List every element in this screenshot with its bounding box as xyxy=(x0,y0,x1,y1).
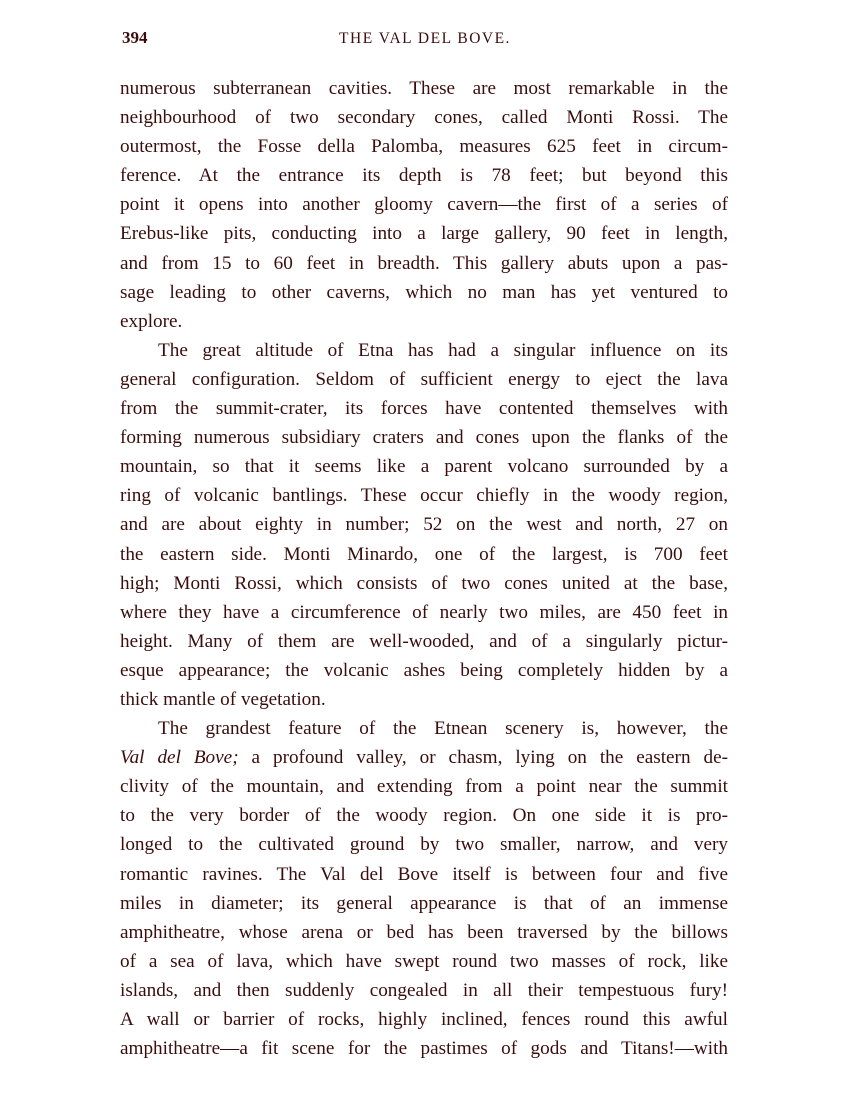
text-line: of a sea of lava, which have swept round two masses of rock, like xyxy=(120,950,728,972)
text-line: high; Monti Rossi, which consists of two cones united at the base, xyxy=(120,572,728,594)
text-line: mountain, so that it seems like a parent volcano surrounded by a xyxy=(120,456,728,478)
text-line: miles in diameter; its general appearance is that of an immense xyxy=(120,892,728,914)
page-number: 394 xyxy=(122,28,148,47)
text-line: A wall or barrier of rocks, highly inclined, fences round this awful xyxy=(120,1009,728,1030)
text-line: height. Many of them are well-wooded, and of a singularly pictur- xyxy=(120,630,728,652)
paragraph-first-line: The great altitude of Etna has had a singular influence on its xyxy=(158,339,728,361)
text-line: forming numerous subsidiary craters and cones upon the flanks of the xyxy=(120,427,728,449)
text-line: sage leading to other caverns, which no man has yet ventured to xyxy=(120,281,728,303)
text-line: point it opens into another gloomy cavern—the first of a series of xyxy=(120,194,728,216)
text-line: ring of volcanic bantlings. These occur chiefly in the woody region, xyxy=(120,485,728,507)
text-line xyxy=(120,743,728,772)
text-line: clivity of the mountain, and extending from a point near the summit xyxy=(120,776,728,798)
text-line: general configuration. Seldom of sufficient energy to eject the lava xyxy=(120,368,728,390)
text-line: amphitheatre, whose arena or bed has been traversed by the billows xyxy=(120,921,728,943)
text-line: explore. xyxy=(120,310,183,332)
text-line: longed to the cultivated ground by two smaller, narrow, and very xyxy=(120,834,728,856)
text-line: and from 15 to 60 feet in breadth. This gallery abuts upon a pas- xyxy=(120,252,728,274)
paragraph-first-line: The grandest feature of the Etnean scenery is, however, the xyxy=(158,718,728,740)
text-line: and are about eighty in number; 52 on the west and north, 27 on xyxy=(120,514,728,536)
text-line: from the summit-crater, its forces have contented themselves with xyxy=(120,398,728,420)
text-line: romantic ravines. The Val del Bove itself is between four and five xyxy=(120,863,728,885)
text-line: where they have a circumference of nearly two miles, are 450 feet in xyxy=(120,601,728,623)
page-header xyxy=(122,28,728,54)
text-line: islands, and then suddenly congealed in all their tempestuous fury! xyxy=(120,979,728,1001)
text-line: thick mantle of vegetation. xyxy=(120,688,326,710)
text-line: neighbourhood of two secondary cones, called Monti Rossi. The xyxy=(120,107,728,129)
text-line: amphitheatre—a fit scene for the pastimes of gods and Titans!—with xyxy=(120,1038,728,1060)
text-line: the eastern side. Monti Minardo, one of the largest, is 700 feet xyxy=(120,543,728,565)
text-line: esque appearance; the volcanic ashes being completely hidden by a xyxy=(120,659,728,681)
text-line: numerous subterranean cavities. These are most remarkable in the xyxy=(120,78,728,99)
text-line: outermost, the Fosse della Palomba, measures 625 feet in circum- xyxy=(120,136,728,158)
italic-term: Val del Bove; xyxy=(120,747,239,769)
text-line: to the very border of the woody region. On one side it is pro- xyxy=(120,805,728,827)
running-title: THE VAL DEL BOVE. xyxy=(339,30,511,47)
text-line: ference. At the entrance its depth is 78 feet; but beyond this xyxy=(120,165,728,187)
text-run: a profound valley, or chasm, lying on the eastern de- xyxy=(238,747,728,769)
text-line: Erebus-like pits, conducting into a large gallery, 90 feet in length, xyxy=(120,223,728,245)
body-text xyxy=(120,74,728,1063)
